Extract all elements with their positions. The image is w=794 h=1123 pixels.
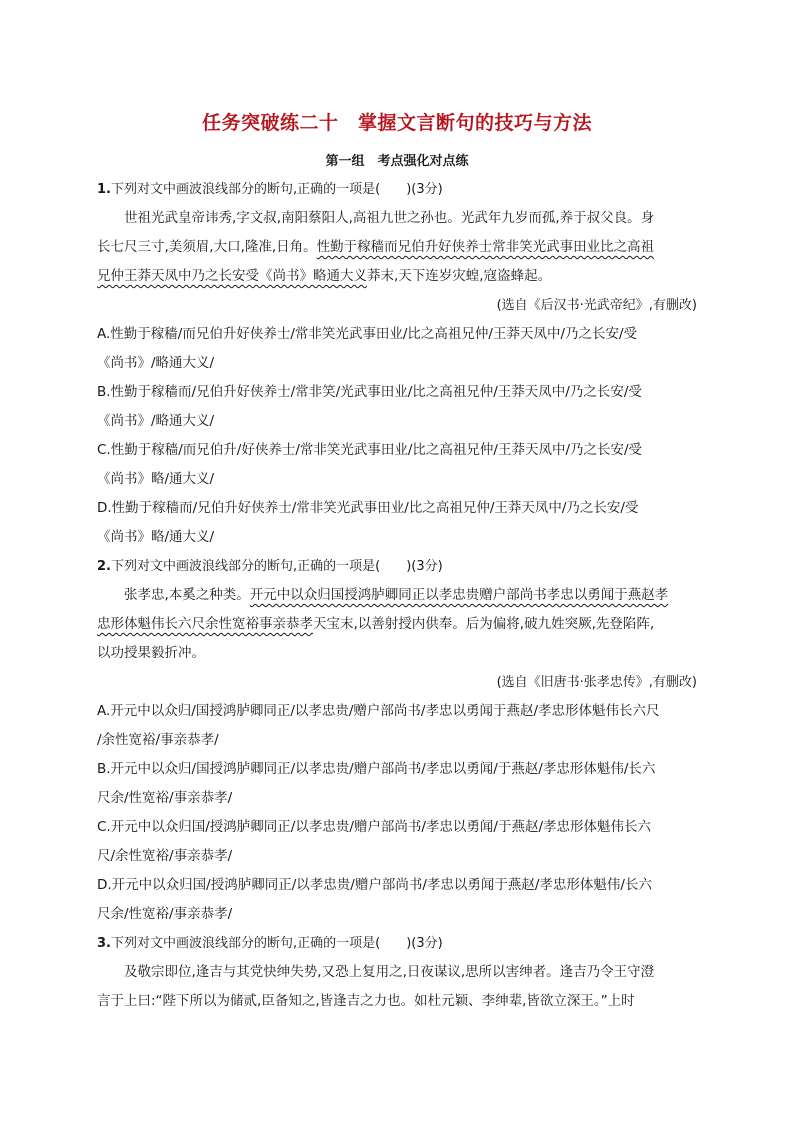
q1-passage-line-3 [97,262,697,291]
q2-option-b-line-1: B.开元中以众归/国授鸿胪卿同正/以孝忠贵/赠户部尚书/孝忠以勇闻/于燕赵/孝忠形体魁伟/长六 [97,761,656,777]
q3-number: 3. [97,936,111,951]
q1-option-c-line-1: C.性勤于稼穑/而兄伯升/好侠养士/常非笑光武事田业/比之高祖兄仲/王莽天凤中/乃之长安/受 [97,442,643,458]
q2-wavy-segment-1: 开元中以众归国授鸿胪卿同正以孝忠贵赠户部尚书孝忠以勇闻于燕赵孝 [249,587,669,603]
q1-stem [97,175,697,204]
q2-source: (选自《旧唐书·张孝忠传》,有删改) [496,675,697,690]
q1-option-b-line-2: 《尚书》/略通大义/ [97,413,215,429]
q2-stem-text: 下列对文中画波浪线部分的断句,正确的一项是( )(3分) [110,559,443,574]
q2-option-a-line-1: A.开元中以众归/国授鸿胪卿同正/以孝忠贵/赠户部尚书/孝忠以勇闻于燕赵/孝忠形体魁伟长六尺 [97,703,660,719]
q1-passage-line-2 [97,233,697,262]
q1-source: (选自《后汉书·光武帝纪》,有删改) [496,298,697,313]
q1-passage-line-1: 世祖光武皇帝讳秀,字文叔,南阳蔡阳人,高祖九世之孙也。光武年九岁而孤,养于叔父良。身 [124,210,655,226]
q3-passage-line-2: 言于上曰:“陛下所以为储贰,臣备知之,皆逢吉之力也。如杜元颖、李绅辈,皆欲立深王。”上时 [97,993,635,1009]
q1-option-a-line-2: 《尚书》/略通大义/ [97,355,215,371]
q3-passage-line-1: 及敬宗即位,逢吉与其党快绅失势,又恐上复用之,日夜谋议,思所以害绅者。逢吉乃令王守澄 [124,964,655,980]
q2-wavy-segment-2: 忠形体魁伟长六尺余性宽裕事亲恭孝 [97,616,313,632]
q1-passage-text: 莽末,天下连岁灾蝗,寇盗蜂起。 [367,268,552,284]
q1-option-d-line-2: 《尚书》略/通大义/ [97,529,215,545]
section-subtitle: 第一组 考点强化对点练 [325,154,469,169]
q1-wavy-segment-2: 兄仲王莽天凤中乃之长安受《尚书》略通大义 [97,268,367,284]
q2-option-c-line-1: C.开元中以众归国/授鸿胪卿同正/以孝忠贵/赠户部尚书/孝忠以勇闻/于燕赵/孝忠形体魁伟长六 [97,819,652,835]
page-title: 任务突破练二十 掌握文言断句的技巧与方法 [201,112,592,134]
q2-passage-line-2 [97,610,697,639]
q2-passage-line-3: 以功授果毅折冲。 [97,645,205,661]
content-body [97,175,697,1016]
q2-passage-text: 天宝末,以善射授内供奉。后为偏将,破九姓突厥,先登陷阵, [313,616,655,632]
q1-option-b-line-1: B.性勤于稼穑而/兄伯升好侠养士/常非笑/光武事田业/比之高祖兄仲/王莽天凤中/乃之长安/受 [97,384,642,400]
q3-stem [97,929,697,958]
q3-stem-text: 下列对文中画波浪线部分的断句,正确的一项是( )(3分) [110,936,443,951]
q2-passage-line-1 [97,581,697,610]
q2-option-c-line-2: 尺/余性宽裕/事亲恭孝/ [97,848,233,864]
q1-option-d-line-1: D.性勤于稼穑而/兄伯升好侠养士/常非笑光武事田业/比之高祖兄仲/王莽天凤中/乃之长安/受 [97,500,639,516]
q2-number: 2. [97,559,111,574]
q1-passage-text: 长七尺三寸,美须眉,大口,隆准,日角。 [97,239,317,255]
q1-option-c-line-2: 《尚书》略/通大义/ [97,471,215,487]
q2-option-b-line-2: 尺余/性宽裕/事亲恭孝/ [97,790,233,806]
q1-option-a-line-1: A.性勤于稼穑/而兄伯升好侠养士/常非笑光武事田业/比之高祖兄仲/王莽天凤中/乃之长安/受 [97,326,638,342]
q2-option-a-line-2: /余性宽裕/事亲恭孝/ [97,732,219,748]
q1-number: 1. [97,182,111,197]
q1-stem-text: 下列对文中画波浪线部分的断句,正确的一项是( )(3分) [110,182,443,197]
q2-stem [97,552,697,581]
q2-passage-text: 张孝忠,本奚之种类。 [124,587,250,603]
q1-wavy-segment-1: 性勤于稼穑而兄伯升好侠养士常非笑光武事田业比之高祖 [316,239,655,255]
q2-option-d-line-1: D.开元中以众归国/授鸿胪卿同正/以孝忠贵/赠户部尚书/孝忠以勇闻于燕赵/孝忠形体魁伟/长六 [97,877,652,893]
q2-option-d-line-2: 尺余/性宽裕/事亲恭孝/ [97,906,233,922]
